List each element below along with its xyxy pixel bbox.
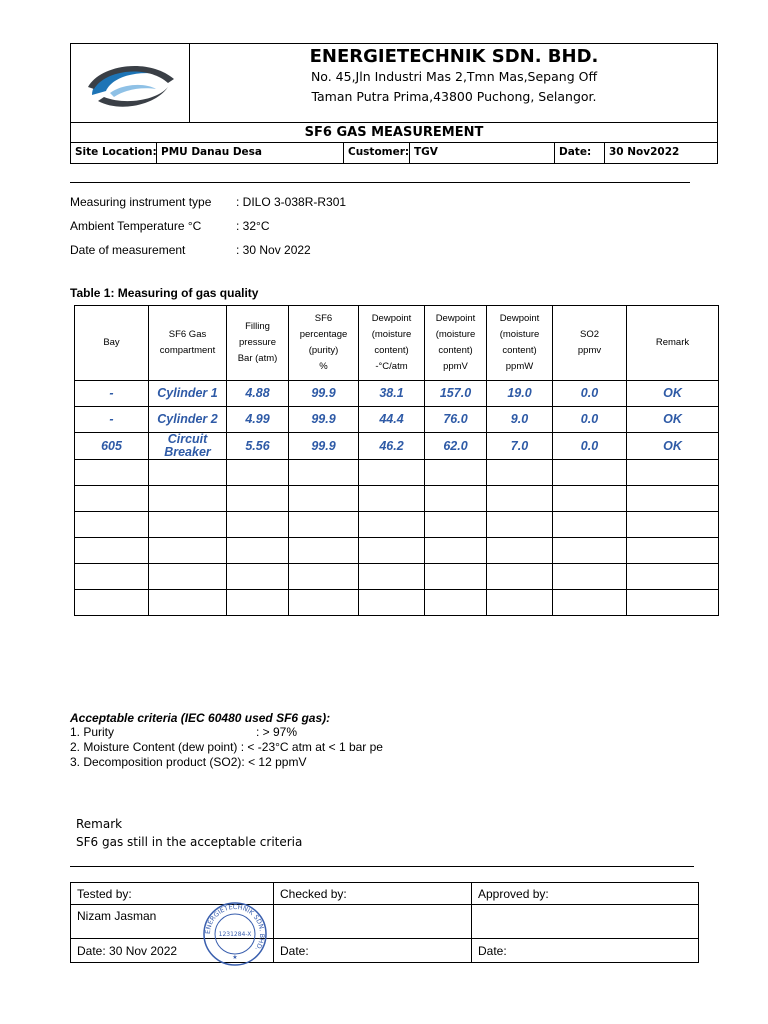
divider	[70, 182, 690, 183]
empty-row	[75, 564, 719, 590]
table-row	[75, 407, 719, 433]
cell-pressure: 4.88	[227, 381, 289, 407]
checker-cell	[274, 905, 472, 939]
cell-dewpoint-c: 38.1	[359, 381, 425, 407]
meta-temperature	[70, 219, 269, 233]
cell-purity: 99.9	[289, 407, 359, 433]
remark-text: SF6 gas still in the acceptable criteria	[76, 835, 303, 849]
cell-dewpoint-c: 46.2	[359, 433, 425, 460]
cell-purity: 99.9	[289, 433, 359, 460]
cell-remark: OK	[627, 381, 719, 407]
cell-pressure: 4.99	[227, 407, 289, 433]
cell-purity: 99.9	[289, 381, 359, 407]
svg-text:ENERGIETECHNIK SDN. BHD.: ENERGIETECHNIK SDN. BHD.	[203, 902, 267, 953]
divider	[70, 866, 694, 867]
gas-quality-table	[74, 305, 719, 616]
header-remark: Remark	[627, 306, 719, 381]
cell-dewpoint-c: 44.4	[359, 407, 425, 433]
approved-by-label: Approved by:	[472, 883, 699, 905]
table-title: Table 1: Measuring of gas quality	[70, 286, 259, 300]
cell-remark: OK	[627, 407, 719, 433]
logo-cell	[70, 43, 190, 123]
header-so2: SO2 ppmv	[553, 306, 627, 381]
checked-by-label: Checked by:	[274, 883, 472, 905]
meta-date	[70, 243, 311, 257]
approver-cell	[472, 905, 699, 939]
empty-row	[75, 460, 719, 486]
meta-value: : 30 Nov 2022	[236, 243, 311, 257]
header-purity: SF6 percentage (purity) %	[289, 306, 359, 381]
signoff-table	[70, 882, 699, 963]
info-row	[70, 143, 718, 164]
svg-text:★: ★	[232, 954, 238, 961]
remark-heading: Remark	[76, 817, 123, 831]
meta-value: : DILO 3-038R-R301	[236, 195, 347, 209]
tested-date: Date: 30 Nov 2022	[71, 939, 274, 963]
cell-bay: -	[75, 407, 149, 433]
criteria-heading: Acceptable criteria (IEC 60480 used SF6 gas):	[70, 711, 331, 725]
cell-so2: 0.0	[553, 407, 627, 433]
tested-by-label: Tested by:	[71, 883, 274, 905]
meta-label: Ambient Temperature °C	[70, 219, 202, 233]
empty-row	[75, 512, 719, 538]
table-header-row	[75, 306, 719, 381]
empty-row	[75, 590, 719, 616]
header-dewpoint-ppmv: Dewpoint (moisture content) ppmV	[425, 306, 487, 381]
checked-date: Date:	[274, 939, 472, 963]
cell-compartment: Circuit Breaker	[149, 433, 227, 460]
meta-instrument	[70, 195, 346, 209]
header-dewpoint-c: Dewpoint (moisture content) -°C/atm	[359, 306, 425, 381]
approved-date: Date:	[472, 939, 699, 963]
table-row	[75, 433, 719, 460]
meta-value: : 32°C	[236, 219, 270, 233]
cell-so2: 0.0	[553, 381, 627, 407]
criteria-item: 2. Moisture Content (dew point) : < -23°C atm at < 1 bar pe	[70, 740, 383, 754]
empty-row	[75, 538, 719, 564]
cell-dewpoint-ppmw: 7.0	[487, 433, 553, 460]
customer-label: Customer:	[344, 143, 410, 163]
svg-text:1231284-X: 1231284-X	[218, 931, 252, 938]
date-value: 30 Nov2022	[609, 146, 680, 158]
date-label: Date:	[555, 143, 605, 163]
address-line-2: Taman Putra Prima,43800 Puchong, Selangor.	[311, 89, 597, 104]
customer-value: TGV	[410, 143, 555, 163]
header-pressure: Filling pressure Bar (atm)	[227, 306, 289, 381]
header-compartment: SF6 Gas compartment	[149, 306, 227, 381]
meta-label: Date of measurement	[70, 243, 186, 257]
company-logo-icon	[70, 43, 190, 123]
cell-dewpoint-ppmw: 9.0	[487, 407, 553, 433]
header-bay: Bay	[75, 306, 149, 381]
cell-dewpoint-ppmv: 157.0	[425, 381, 487, 407]
header-dewpoint-ppmw: Dewpoint (moisture content) ppmW	[487, 306, 553, 381]
criteria-item: 1. Purity : > 97%	[70, 725, 298, 739]
cell-bay: -	[75, 381, 149, 407]
document-title: SF6 GAS MEASUREMENT	[70, 123, 718, 143]
empty-row	[75, 486, 719, 512]
company-name: ENERGIETECHNIK SDN. BHD.	[309, 46, 599, 67]
cell-dewpoint-ppmw: 19.0	[487, 381, 553, 407]
cell-remark: OK	[627, 433, 719, 460]
site-label: Site Location:	[71, 143, 157, 163]
table-row	[75, 381, 719, 407]
address-line-1: No. 45,Jln Industri Mas 2,Tmn Mas,Sepang Off	[310, 69, 598, 84]
cell-dewpoint-ppmv: 76.0	[425, 407, 487, 433]
cell-dewpoint-ppmv: 62.0	[425, 433, 487, 460]
cell-so2: 0.0	[553, 433, 627, 460]
cell-compartment: Cylinder 2	[149, 407, 227, 433]
cell-pressure: 5.56	[227, 433, 289, 460]
tester-name: Nizam Jasman	[77, 909, 157, 923]
cell-compartment: Cylinder 1	[149, 381, 227, 407]
cell-bay: 605	[75, 433, 149, 460]
site-value: PMU Danau Desa	[157, 143, 344, 163]
meta-label: Measuring instrument type	[70, 195, 212, 209]
company-stamp-icon	[202, 901, 268, 967]
criteria-item: 3. Decomposition product (SO2): < 12 ppmV	[70, 755, 307, 769]
